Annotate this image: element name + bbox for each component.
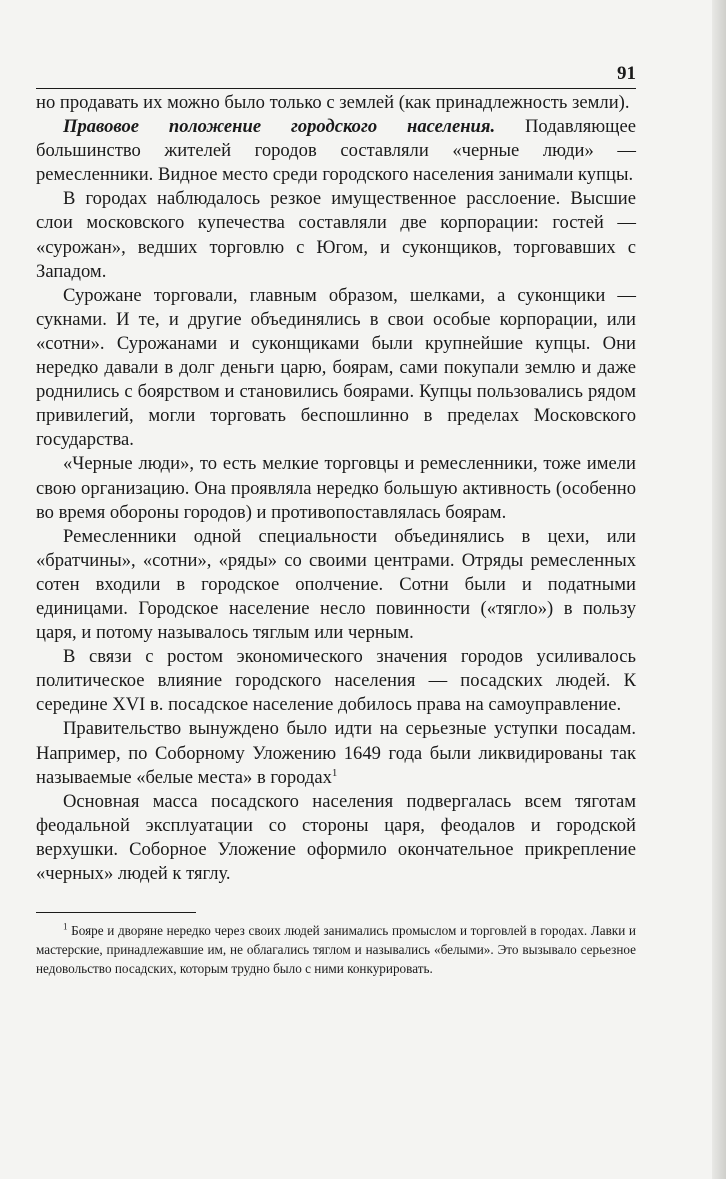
paragraph-text: Подавляющее большинство жителей городов составляли «черные люди» — ремесленники. Видное место среди городского населения занимали купцы. <box>36 116 636 186</box>
page-edge-shadow <box>712 0 726 1179</box>
paragraph-concessions <box>36 717 636 789</box>
paragraph-text: «Черные люди», то есть мелкие торговцы и ремесленники, тоже имели свою организацию. Она проявляла нередко большую активность (особенно во время обороны городов) и противопоставлялась боярам. <box>36 453 636 523</box>
paragraph-text: Правительство вынуждено было идти на серьезные уступки посадам. Например, по Соборному Уложению 1649 года были ликвидированы так называемые «белые места» в городах <box>36 718 636 788</box>
header-rule <box>36 88 636 89</box>
paragraph-text: но продавать их можно было только с землей (как принадлежность земли). <box>36 92 630 113</box>
paragraph-text: Основная масса посадского населения подвергалась всем тяготам феодальной эксплуатации со стороны царя, феодалов и городской верхушки. Соборное Уложение оформило окончательное прикрепление «черных» людей к тяглу. <box>36 790 636 884</box>
paragraph-legal-status <box>36 115 636 187</box>
paragraph-stratification <box>36 187 636 283</box>
paragraph-text: В городах наблюдалось резкое имущественное расслоение. Высшие слои московского купечества составляли две корпорации: гостей — «сурожан», ведших торговлю с Югом, и суконщиков, торговавших с Западом. <box>36 188 636 282</box>
footnote-text: Бояре и дворяне нередко через своих людей занимались промыслом и торговлей в городах. Лавки и мастерские, принадлежавшие им, не облагались тяглом и назывались «белыми». Это вызывало серьезное недовольство посадских, которым трудно было с ними конкурировать. <box>36 923 636 977</box>
book-page <box>36 62 636 978</box>
footnote-marker: 1 <box>63 921 68 932</box>
paragraph-black-people <box>36 452 636 524</box>
paragraph-surozhane <box>36 284 636 453</box>
footnote <box>36 921 636 978</box>
paragraph-text: Сурожане торговали, главным образом, шелками, а суконщики — сукнами. И те, и другие объединялись в свои особые корпорации, или «сотни». Сурожанами и суконщиками были крупнейшие купцы. Они нередко давали в долг деньги царю, боярам, сами покупали землю и даже роднились с боярством и становились боярами. Купцы пользовались рядом привилегий, могли торговать беспошлинно в пределах Московского государства. <box>36 284 636 451</box>
paragraph-exploitation <box>36 790 636 886</box>
section-heading: Правовое положение городского населения. <box>63 116 496 138</box>
paragraph-political-influence <box>36 645 636 717</box>
paragraph-continuation <box>36 91 636 115</box>
footnote-reference[interactable]: 1 <box>331 766 338 779</box>
paragraph-text: Ремесленники одной специальности объединялись в цехи, или «братчины», «сотни», «ряды» со своими центрами. Отряды ремесленных сотен входили в городское ополчение. Сотни были и податными единицами. Городское население несло повинности («тягло») в пользу царя, и потому называлось тяглым или черным. <box>36 525 636 644</box>
paragraph-text: В связи с ростом экономического значения городов усиливалось политическое влияние городского населения — посадских людей. К середине XVI в. посадское население добилось права на самоуправление. <box>36 646 636 716</box>
footnote-rule <box>36 912 196 913</box>
paragraph-craftsmen <box>36 525 636 645</box>
body-text <box>36 91 636 886</box>
page-number: 91 <box>617 63 636 84</box>
